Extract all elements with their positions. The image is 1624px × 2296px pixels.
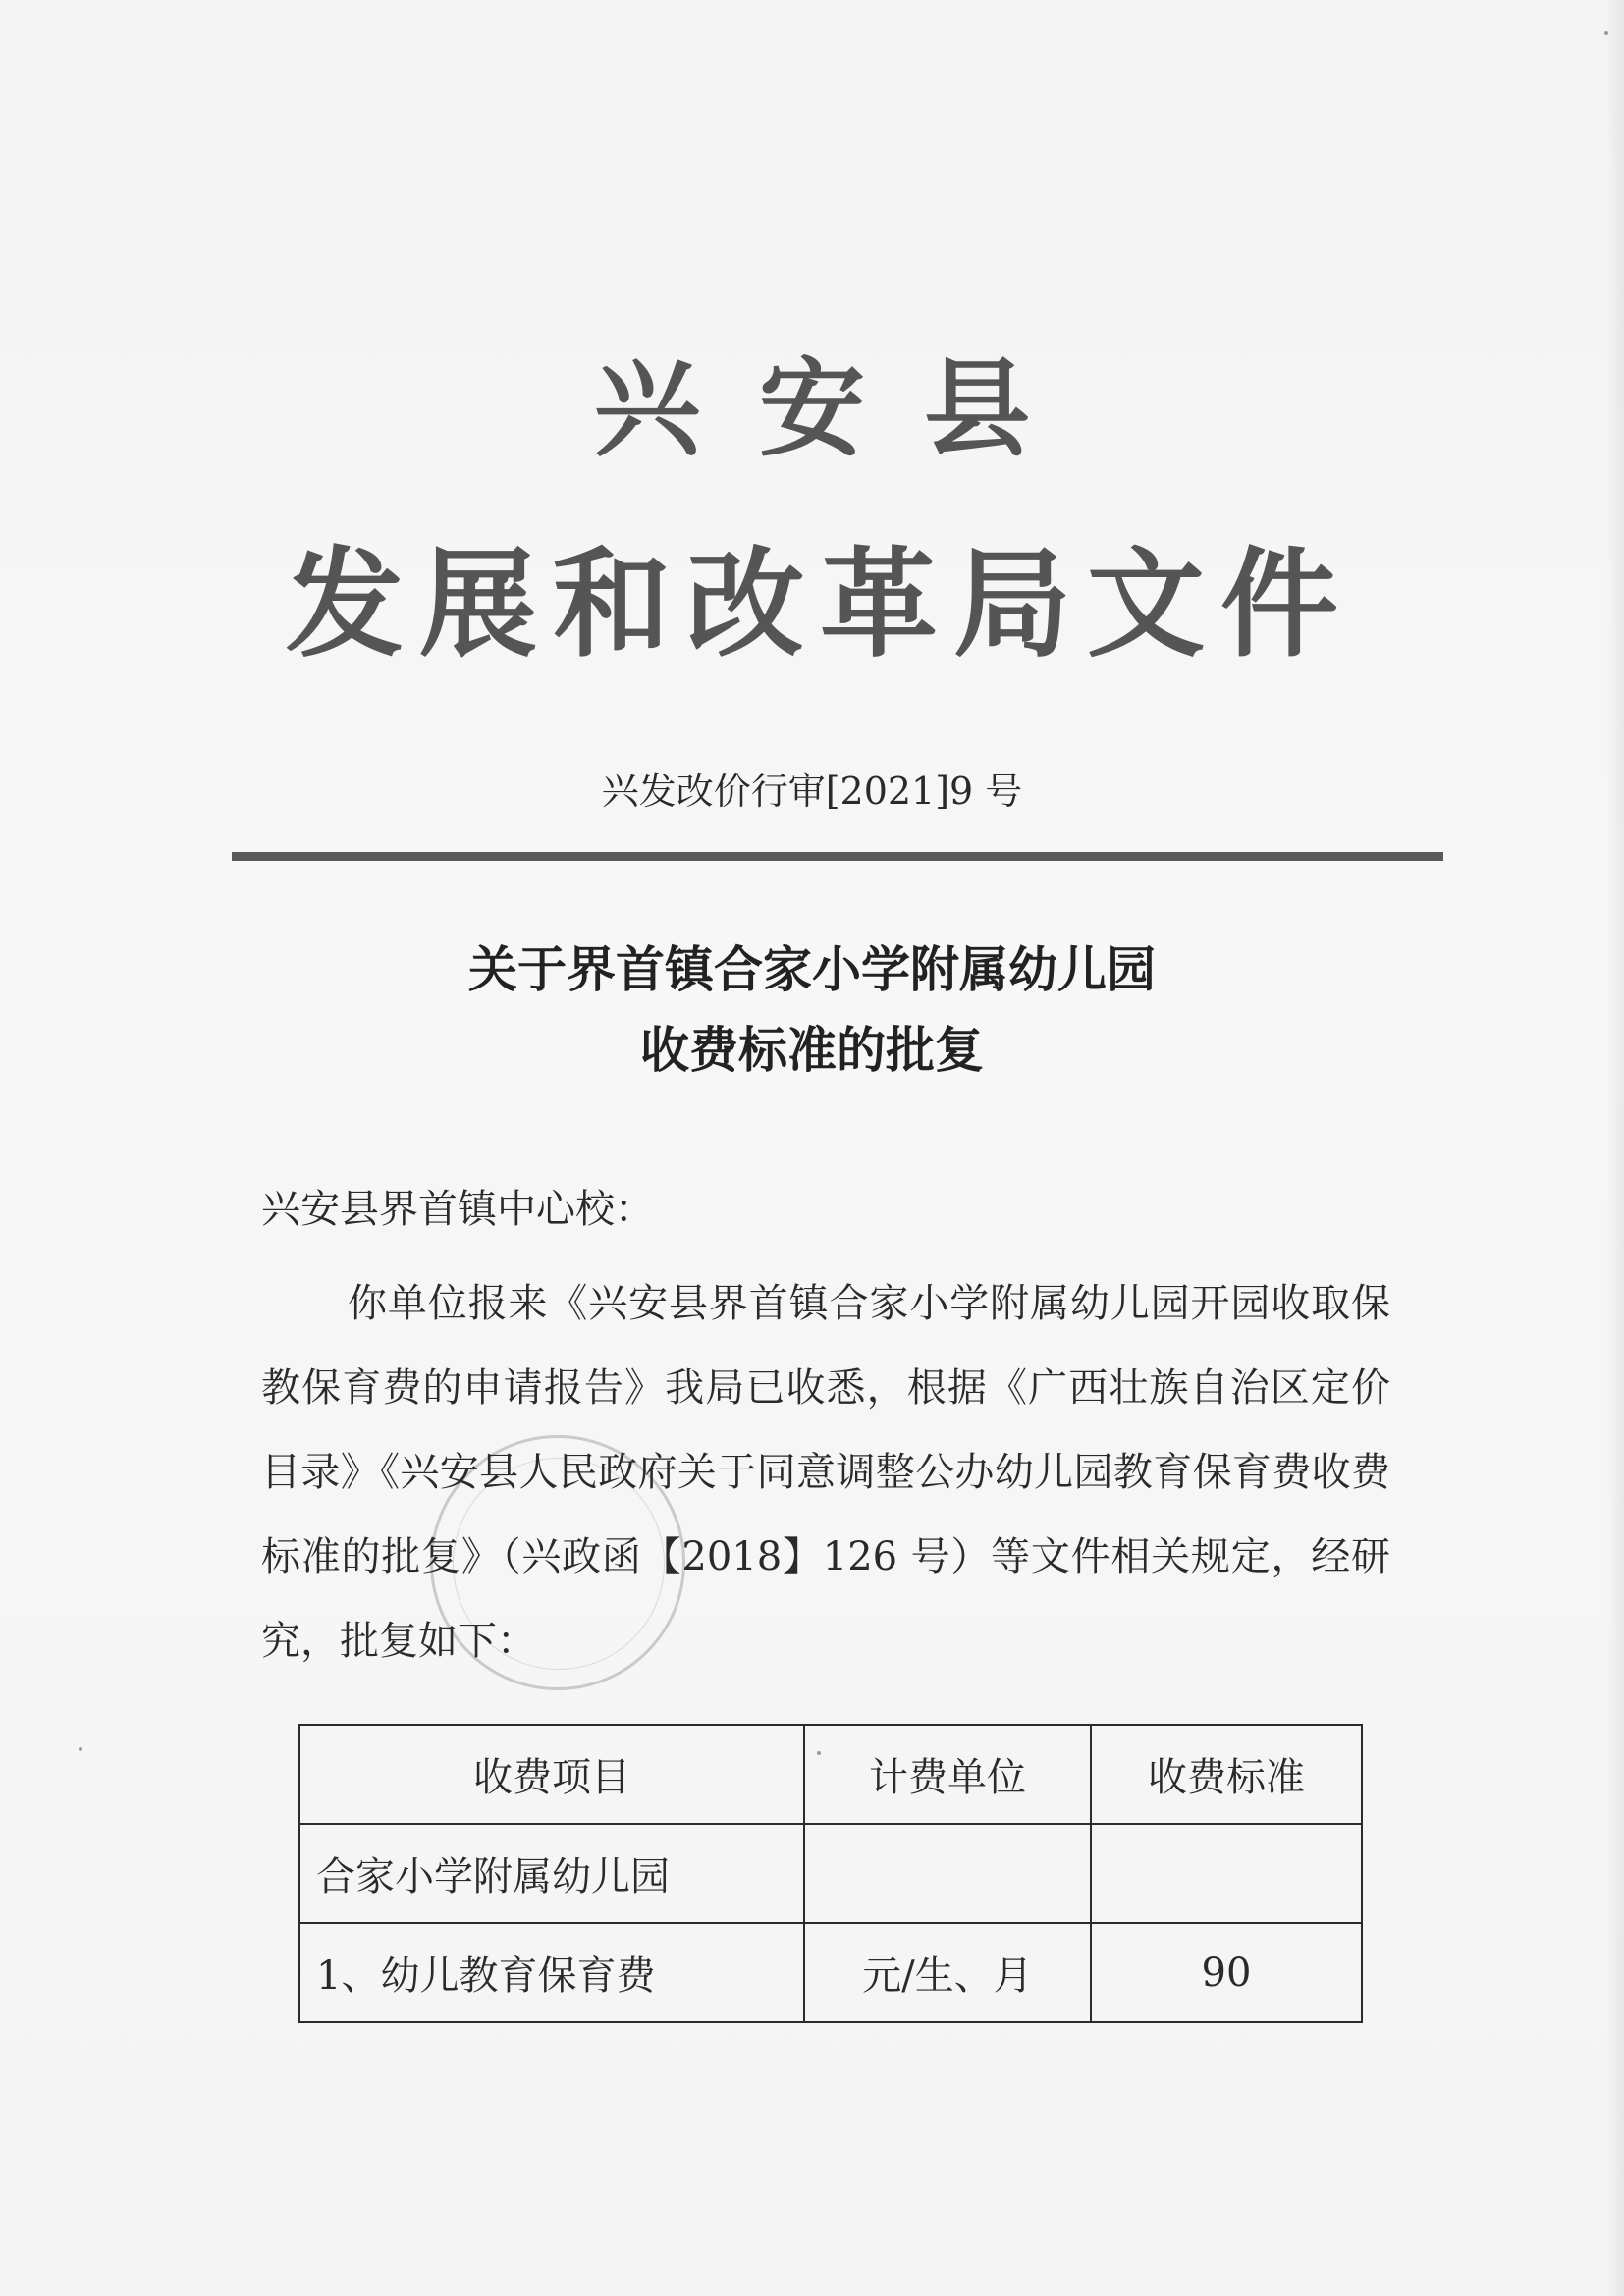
table-row [299, 1923, 1362, 2022]
document-title-line2: 收费标准的批复 [640, 1022, 984, 1079]
cell-standard: 90 [1091, 1923, 1362, 2022]
scan-speck [79, 1747, 82, 1751]
document-number: 兴发改价行审[2021]9 号 [601, 770, 1023, 813]
salutation: 兴安县界首镇中心校： [261, 1187, 654, 1232]
document-title-line1: 关于界首镇合家小学附属幼儿园 [468, 941, 1156, 998]
header-cell-item: 收费项目 [299, 1725, 804, 1824]
fee-table-header-row [299, 1725, 1362, 1824]
table-row [299, 1824, 1362, 1923]
issuer-title-line1: 兴安县 [593, 347, 1089, 471]
header-cell-unit: 计费单位 [804, 1725, 1091, 1824]
issuer-title-line2: 发展和改革局文件 [286, 535, 1354, 673]
scan-speck [817, 1751, 821, 1755]
cell-unit [804, 1824, 1091, 1923]
body-paragraph: 你单位报来《兴安县界首镇合家小学附属幼儿园开园收取保教保育费的申请报告》我局已收悉，根据《广西壮族自治区定价目录》《兴安县人民政府关于同意调整公办幼儿园教育保育费收费标准的批复》（兴政函【2018】126 号）等文件相关规定，经研究，批复如下： [261, 1281, 1390, 1664]
header-divider-rule [232, 852, 1443, 861]
scan-speck [1604, 31, 1608, 35]
header-cell-standard: 收费标准 [1091, 1725, 1362, 1824]
cell-unit: 元/生、月 [804, 1923, 1091, 2022]
fee-table [298, 1724, 1363, 2023]
cell-item: 合家小学附属幼儿园 [299, 1824, 804, 1923]
cell-item: 1、幼儿教育保育费 [299, 1923, 804, 2022]
cell-standard [1091, 1824, 1362, 1923]
